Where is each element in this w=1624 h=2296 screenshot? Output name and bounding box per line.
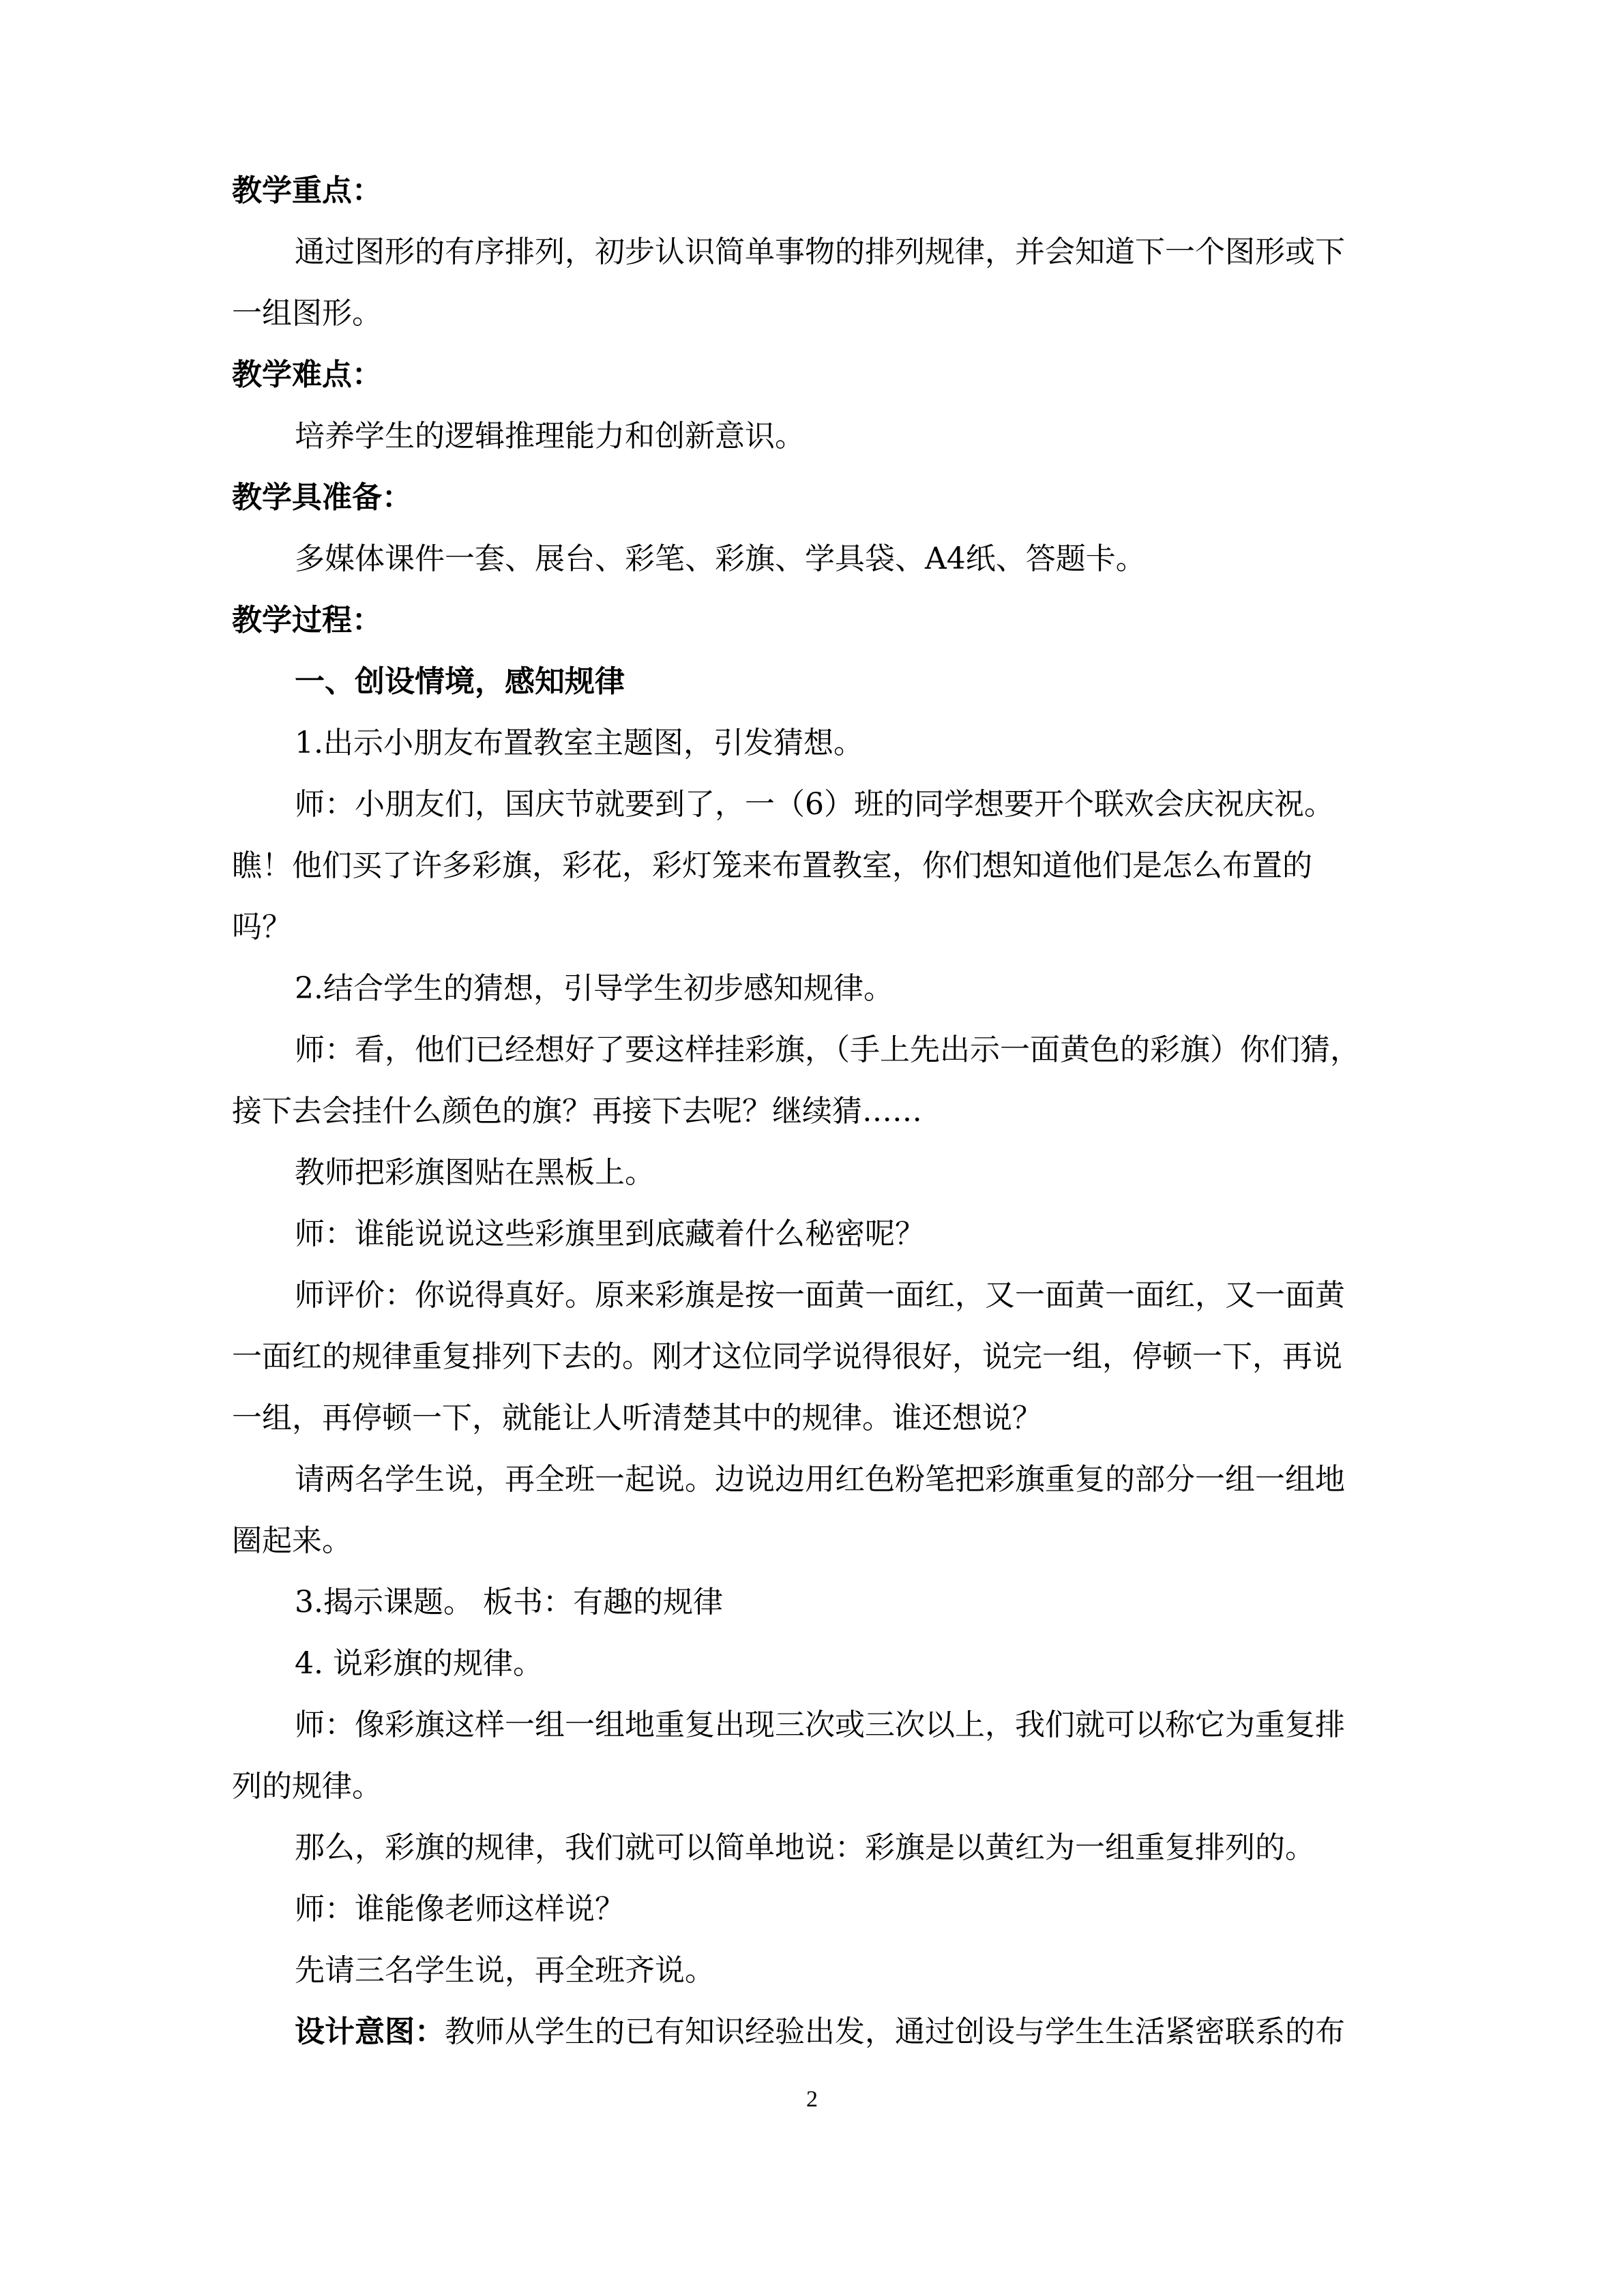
design-intent-text: 教师从学生的已有知识经验出发，通过创设与学生生活紧密联系的布: [445, 2014, 1345, 2049]
heading-teaching-difficulty: 教学难点：: [232, 357, 382, 392]
paragraph-line: 师：看，他们已经想好了要这样挂彩旗，（手上先出示一面黄色的彩旗）你们猜，: [295, 1032, 1360, 1067]
paragraph-line: 师：谁能说说这些彩旗里到底藏着什么秘密呢？: [295, 1217, 925, 1251]
paragraph-line: 一面红的规律重复排列下去的。刚才这位同学说得很好，说完一组，停顿一下，再说: [232, 1339, 1342, 1374]
paragraph-line: 一组图形。: [232, 296, 382, 331]
paragraph-line: 吗？: [232, 910, 292, 944]
paragraph-line: 那么，彩旗的规律，我们就可以简单地说：彩旗是以黄红为一组重复排列的。: [295, 1830, 1315, 1865]
paragraph-line: 一组，再停顿一下，就能让人听清楚其中的规律。谁还想说？: [232, 1401, 1042, 1435]
paragraph-line: [295, 2014, 1345, 2049]
paragraph-line: 瞧！他们买了许多彩旗，彩花，彩灯笼来布置教室，你们想知道他们是怎么布置的: [232, 848, 1312, 883]
paragraph-line: 培养学生的逻辑推理能力和创新意识。: [295, 419, 805, 453]
section-title: 一、创设情境，感知规律: [295, 664, 625, 699]
paragraph-line: 师：像彩旗这样一组一组地重复出现三次或三次以上，我们就可以称它为重复排: [295, 1708, 1345, 1742]
heading-teaching-tools: 教学具准备：: [232, 480, 412, 515]
paragraph-line: 先请三名学生说，再全班齐说。: [295, 1953, 715, 1988]
page-number: 2: [806, 2087, 818, 2112]
paragraph-line: 多媒体课件一套、展台、彩笔、彩旗、学具袋、A4纸、答题卡。: [295, 541, 1146, 576]
paragraph-line: 通过图形的有序排列，初步认识简单事物的排列规律，并会知道下一个图形或下: [295, 235, 1345, 269]
paragraph-line: 列的规律。: [232, 1769, 382, 1804]
paragraph-line: 师：小朋友们，国庆节就要到了，一（6）班的同学想要开个联欢会庆祝庆祝。: [295, 787, 1334, 822]
paragraph-line: 3.揭示课题。 板书：有趣的规律: [295, 1585, 723, 1620]
heading-teaching-process: 教学过程：: [232, 603, 382, 638]
paragraph-line: 4. 说彩旗的规律。: [295, 1646, 543, 1681]
paragraph-line: 师评价：你说得真好。原来彩旗是按一面黄一面红，又一面黄一面红，又一面黄: [295, 1278, 1345, 1313]
paragraph-line: 教师把彩旗图贴在黑板上。: [295, 1155, 655, 1190]
design-intent-label: 设计意图：: [295, 2014, 445, 2049]
paragraph-line: 2.结合学生的猜想，引导学生初步感知规律。: [295, 971, 894, 1006]
paragraph-line: 接下去会挂什么颜色的旗？再接下去呢？继续猜……: [232, 1094, 922, 1129]
paragraph-line: 师：谁能像老师这样说？: [295, 1892, 625, 1926]
paragraph-line: 1.出示小朋友布置教室主题图，引发猜想。: [295, 726, 863, 760]
paragraph-line: 圈起来。: [232, 1523, 352, 1558]
paragraph-line: 请两名学生说，再全班一起说。边说边用红色粉笔把彩旗重复的部分一组一组地: [295, 1462, 1345, 1497]
heading-teaching-focus: 教学重点：: [232, 173, 382, 208]
